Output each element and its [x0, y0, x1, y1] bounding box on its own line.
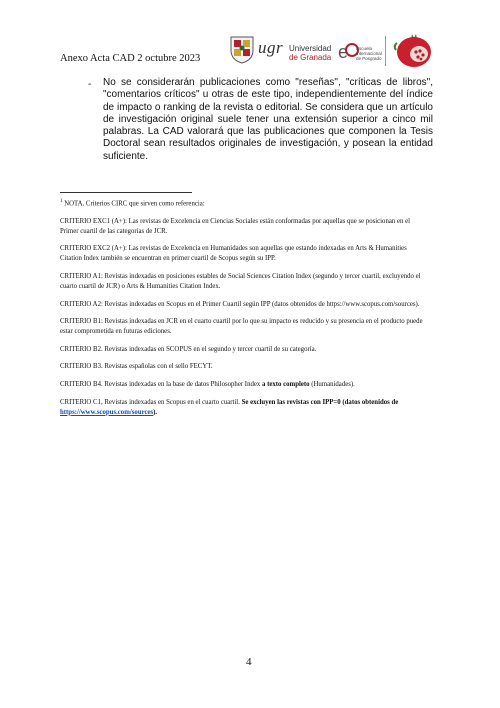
criterio-c1-tail: ). [153, 408, 158, 416]
criterio-b4-bold: a texto completo [261, 381, 310, 389]
university-crest-icon [228, 34, 256, 64]
footnote-mark: 1 [60, 199, 63, 204]
footnote-separator [60, 192, 192, 193]
posgrado-logo-text [356, 46, 382, 61]
list-bullet: - [88, 79, 92, 90]
criterio-c1-text: CRITERIO C1, Revistas indexadas en Scopus en el cuarto cuartil. [60, 398, 242, 406]
criterio-c1-bold: Se excluyen las revistas con IPP=0 (datos obtenidos de [241, 398, 399, 406]
pomegranate-logo-icon [390, 30, 438, 70]
university-name-logo [289, 44, 331, 62]
criterio-b4-text: CRITERIO B4. Revistas indexadas en la base de datos Philosopher Index [60, 381, 262, 389]
document-header-title: Anexo Acta CAD 2 octubre 2023 [60, 53, 201, 64]
page-number: 4 [246, 656, 252, 668]
body-paragraph: No se considerarán publicaciones como "reseñas", "críticas de libros", "comentarios críticos" u otras de este tipo, independientemente del índice de impacto o ranking de la revista o editorial. Se considera que un artículo de investigación original suele tener una extensión superior a cinco mil palabras. La CAD valorará que las publicaciones que componen la Tesis Doctoral sean resultados originales de investigación, y posean la entidad suficiente. [103, 77, 433, 162]
criterio-exc2: CRITERIO EXC2 (A+): Las revistas de Excelencia en Humanidades son aquellas que estando indexadas en Arts & Humanities Citation Index también se encuentran en primer cuartil de Scopus según su IPP. [60, 245, 407, 263]
svg-text:e: e [338, 42, 349, 62]
scopus-sources-link[interactable]: https://www.scopus.com/sources [60, 408, 154, 416]
university-name-line2: de Granada [289, 53, 332, 62]
university-name-line1: Universidad [289, 44, 332, 53]
posgrado-line2: Internacional [356, 51, 382, 56]
footnotes-block [60, 197, 430, 425]
footnote-note [60, 197, 430, 209]
logo-divider [385, 36, 386, 66]
criterio-b4 [60, 380, 430, 390]
criterio-b1: CRITERIO B1: Revistas indexadas en JCR en el cuarto cuartil por lo que su impacto es reducido y su presencia en el producto puede estar comprometida en futuras ediciones. [60, 318, 423, 336]
criterio-a1: CRITERIO A1: Revistas indexadas en posiciones estables de Social Sciences Citation Index (segundo y tercer cuartil, excluyendo el cuarto cuartil de JCR) o Arts & Humanities Citation Index. [60, 273, 421, 291]
criterio-c1 [60, 398, 430, 418]
footnote-note-text: NOTA. Criterios CIRC que sirven como referencia: [64, 200, 205, 208]
criterio-exc1: CRITERIO EXC1 (A+): Las revistas de Excelencia en Ciencias Sociales están conformadas por aquellas que se posicionan en el Primer cuartil de las categorías de JCR. [60, 217, 410, 235]
posgrado-line3: de Posgrado [356, 56, 382, 61]
criterio-b3: CRITERIO B3. Revistas españolas con el sello FECYT. [60, 363, 213, 371]
ugr-logo-text: ugr [258, 38, 284, 57]
criterio-a2: CRITERIO A2: Revistas indexadas en Scopus en el Primer Cuartil según IPP (datos obtenidos de https://www.scopus.com/sources). [60, 300, 420, 308]
criterio-b2: CRITERIO B2. Revistas indexadas en SCOPUS en el segundo y tercer cuartil de su categoría. [60, 345, 317, 353]
criterio-b4-tail: (Humanidades). [309, 381, 355, 389]
posgrado-line1: Escuela [356, 46, 373, 51]
